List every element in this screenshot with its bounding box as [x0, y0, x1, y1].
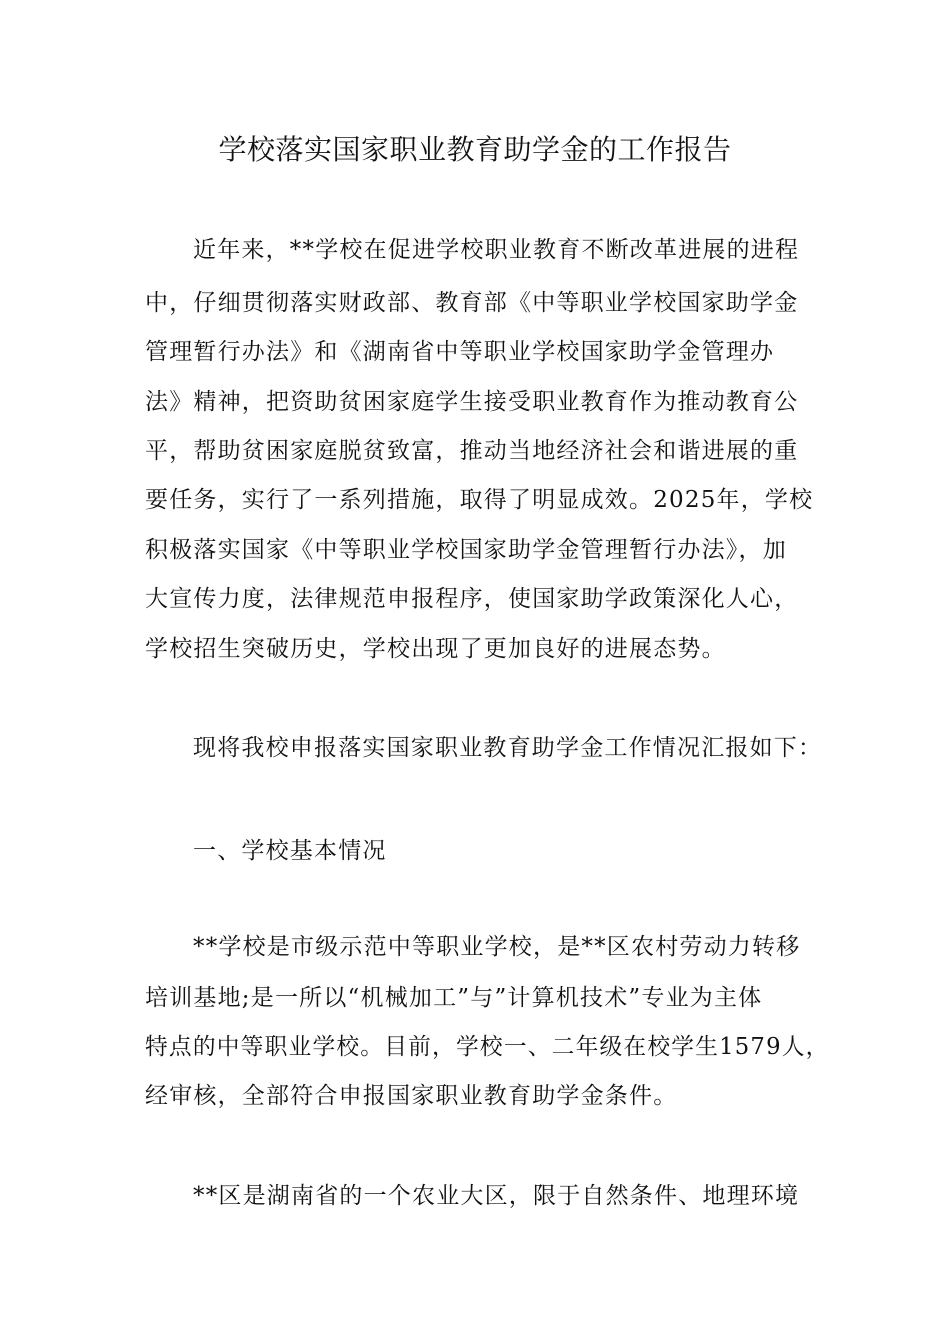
paragraph-1-line-6: 要任务，实行了一系列措施，取得了明显成效。2025年，学校	[145, 487, 814, 513]
paragraph-3-line-3: 特点的中等职业学校。目前，学校一、二年级在校学生1579人，	[145, 1034, 830, 1060]
document-title: 学校落实国家职业教育助学金的工作报告	[218, 133, 732, 166]
paragraph-1-line-5: 平，帮助贫困家庭脱贫致富，推动当地经济社会和谐进展的重	[145, 438, 799, 464]
paragraph-4-line-1: **区是湖南省的一个农业大区，限于自然条件、地理环境	[193, 1183, 800, 1209]
paragraph-1-line-2: 中，仔细贯彻落实财政部、教育部《中等职业学校国家助学金	[145, 290, 799, 316]
paragraph-3-line-4: 经审核，全部符合申报国家职业教育助学金条件。	[145, 1083, 678, 1109]
paragraph-3-line-2: 培训基地;是一所以“机械加工”与”计算机技术”专业为主体	[145, 985, 763, 1011]
paragraph-1-line-4: 法》精神，把资助贫困家庭学生接受职业教育作为推动教育公	[145, 389, 799, 415]
paragraph-1-line-8: 大宣传力度，法律规范申报程序，使国家助学政策深化人心，	[145, 586, 799, 612]
paragraph-1-line-3: 管理暂行办法》和《湖南省中等职业学校国家助学金管理办	[145, 339, 775, 365]
section-1-heading: 一、学校基本情况	[193, 838, 387, 864]
paragraph-1-line-9: 学校招生突破历史，学校出现了更加良好的进展态势。	[145, 636, 726, 662]
paragraph-1-line-1: 近年来，**学校在促进学校职业教育不断改革进展的进程	[193, 237, 800, 263]
paragraph-2: 现将我校申报落实国家职业教育助学金工作情况汇报如下：	[193, 735, 823, 761]
paragraph-1-line-7: 积极落实国家《中等职业学校国家助学金管理暂行办法》，加	[145, 537, 787, 563]
paragraph-3-line-1: **学校是市级示范中等职业学校，是**区农村劳动力转移	[193, 934, 801, 960]
